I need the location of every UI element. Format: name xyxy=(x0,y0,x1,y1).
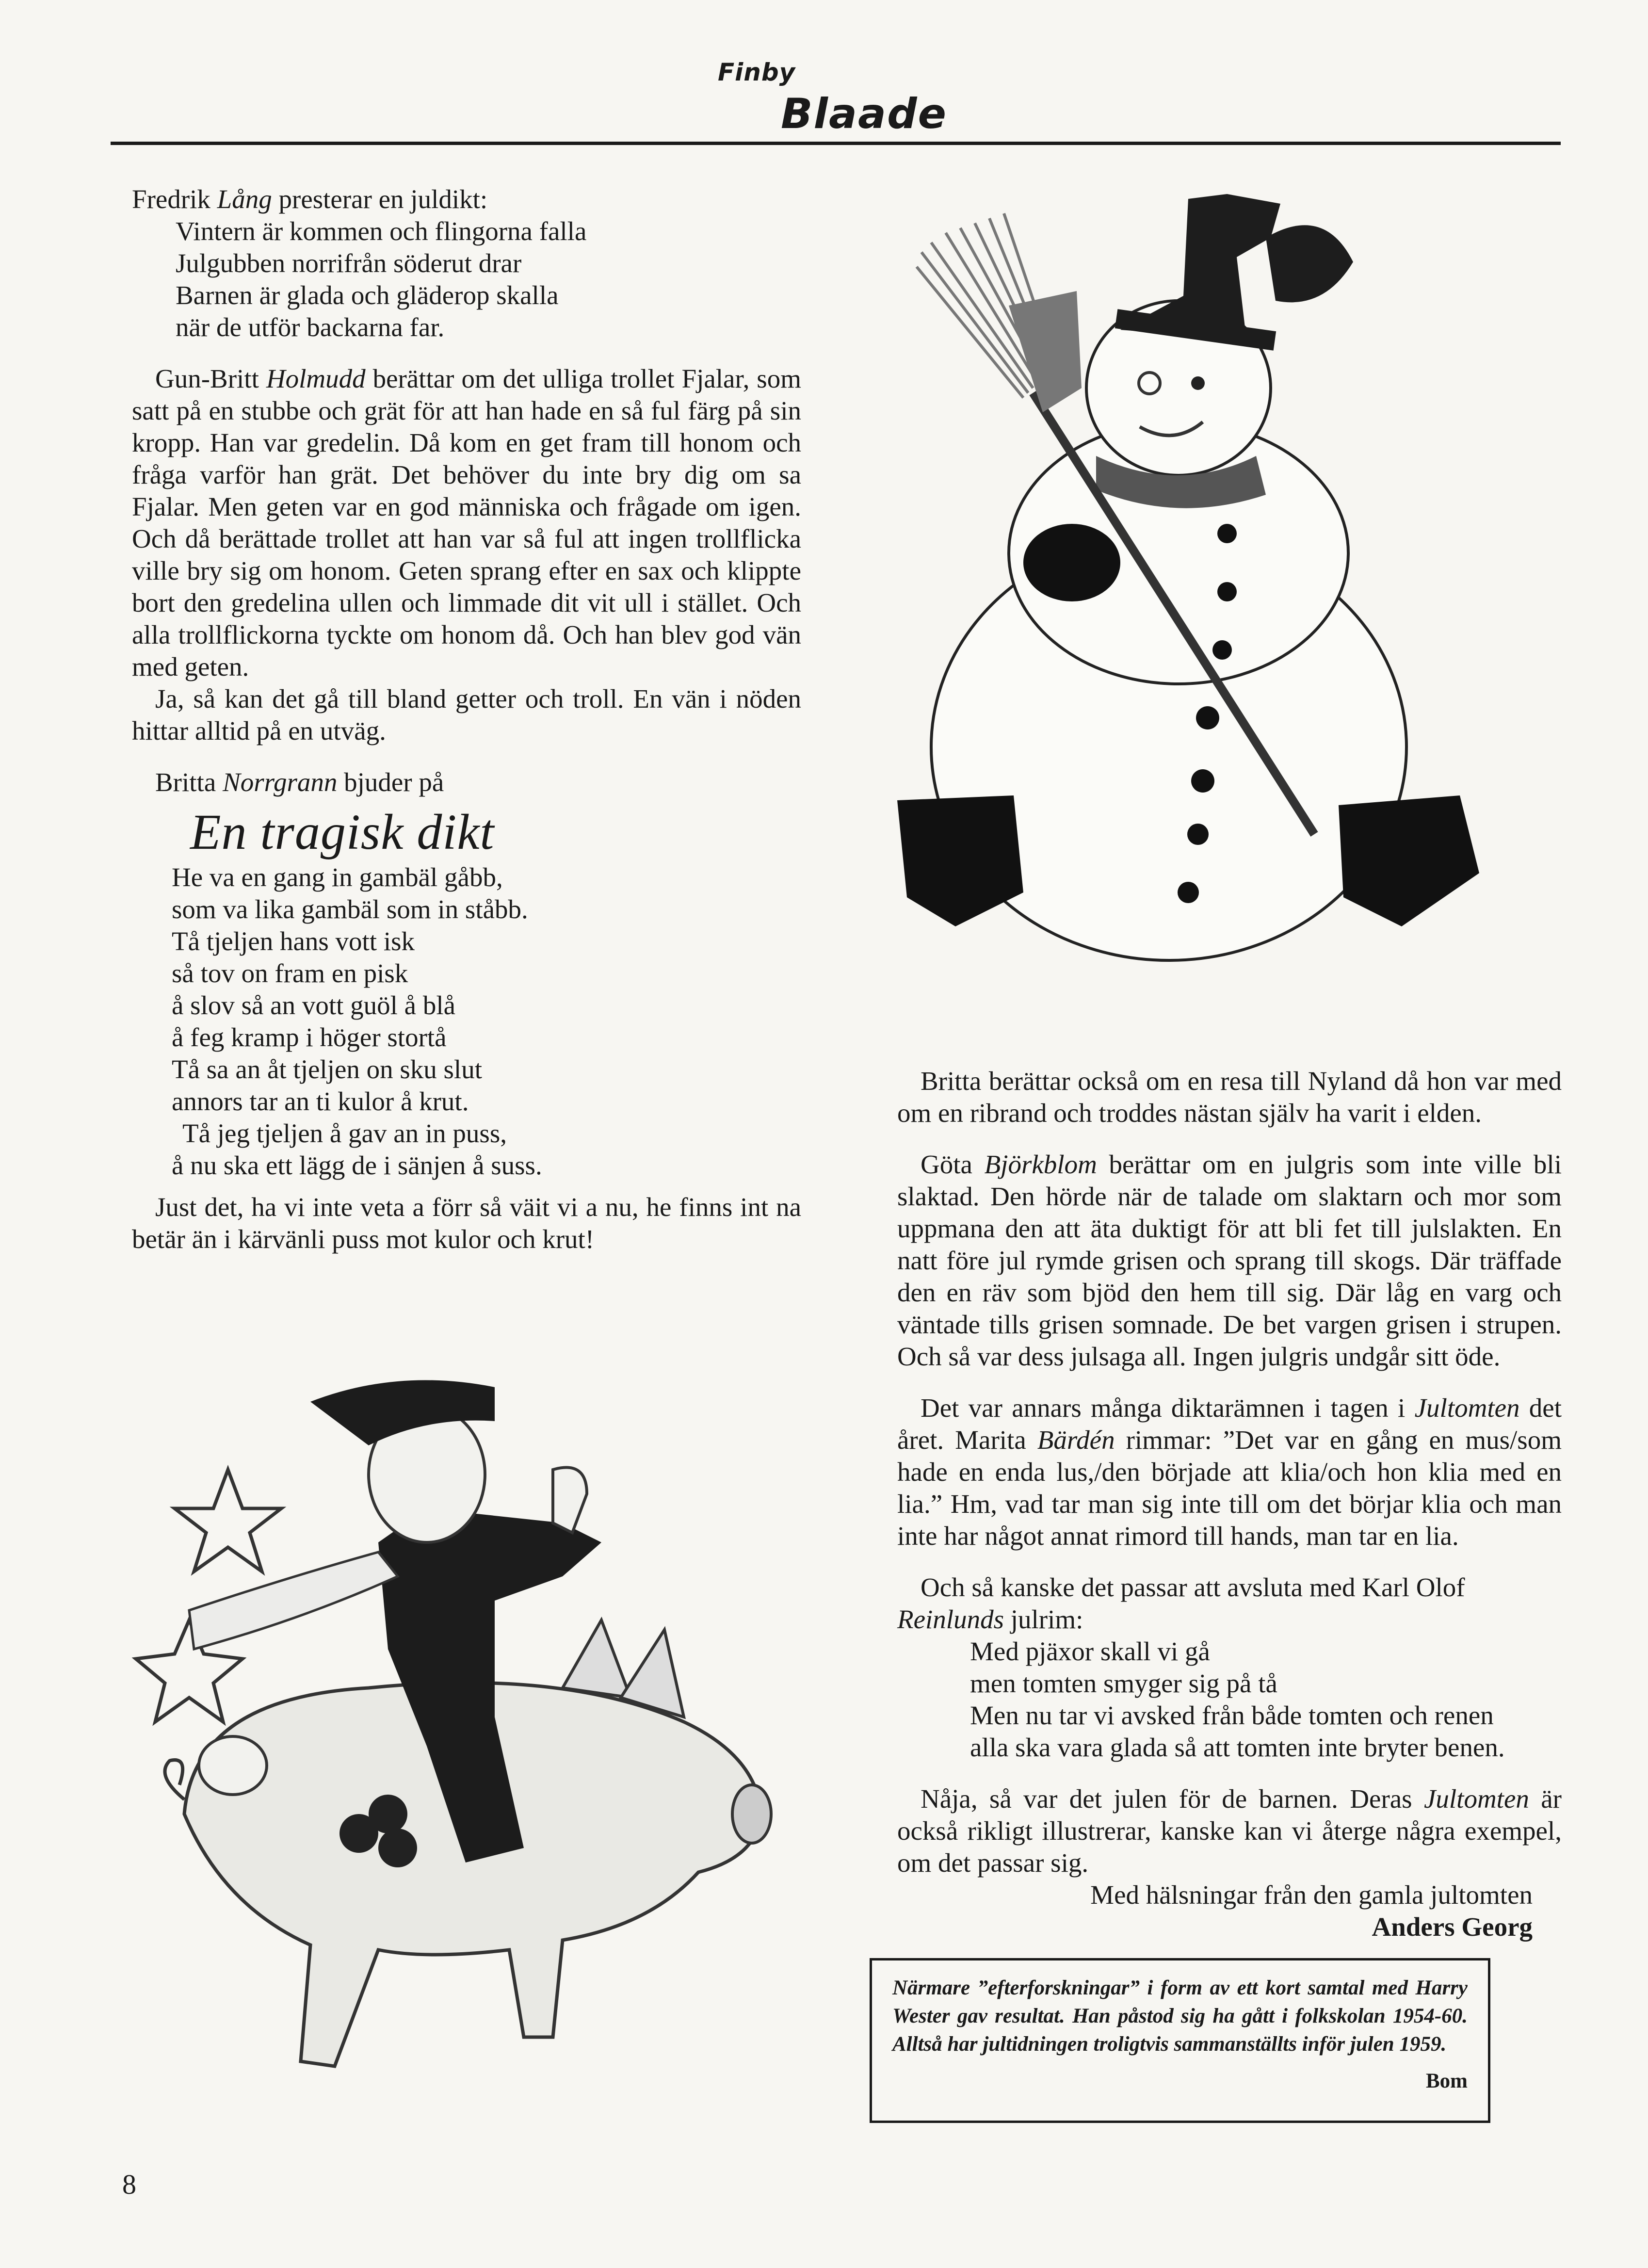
masthead-line1: Finby xyxy=(718,58,796,86)
verse-line: men tomten smyger sig på tå xyxy=(970,1669,1277,1698)
poem1-verse xyxy=(132,215,801,343)
right-paragraph-1: Britta berättar också om en resa till Nyland då hon var med om en ribrand och troddes nästan själv ha varit i elden. xyxy=(897,1066,1562,1128)
verse-line: å feg kramp i höger stortå xyxy=(172,1022,447,1052)
verse-line: He va en gang in gambäl gåbb, xyxy=(172,862,503,892)
poem2-comment: Just det, ha vi inte veta a förr så väit vi a nu, he finns int na betär än i kärvänli puss mot kulor och krut! xyxy=(132,1192,801,1254)
verse-line: när de utför backarna far. xyxy=(176,312,445,342)
right-paragraph-4: Och så kanske det passar att avsluta med Karl Olof Reinlunds julrim: xyxy=(897,1572,1465,1634)
verse-line: som va lika gambäl som in ståbb. xyxy=(172,894,528,924)
verse-line: Barnen är glada och gläderop skalla xyxy=(176,280,559,310)
verse-line: Tå jeg tjeljen å gav an in puss, xyxy=(182,1118,507,1148)
verse-line: Tå sa an åt tjeljen on sku slut xyxy=(172,1054,482,1084)
verse-line: Julgubben norrifrån söderut drar xyxy=(176,248,522,278)
page-number: 8 xyxy=(122,2169,136,2200)
verse-line: så tov on fram en pisk xyxy=(172,958,408,988)
poem2-title: En tragisk dikt xyxy=(190,804,495,860)
snowman-illustration xyxy=(888,184,1494,970)
greeting: Med hälsningar från den gamla jultomten xyxy=(1090,1880,1533,1910)
verse-line: Tå tjeljen hans vott isk xyxy=(172,926,415,956)
verse-line: annors tar an ti kulor å krut. xyxy=(172,1086,469,1116)
masthead xyxy=(0,0,1648,146)
verse-line: alla ska vara glada så att tomten inte bryter benen. xyxy=(970,1733,1505,1762)
left-column xyxy=(132,183,801,1255)
poem1-intro: Fredrik Lång presterar en juldikt: xyxy=(132,184,488,214)
verse-line: Med pjäxor skall vi gå xyxy=(970,1636,1210,1666)
note-signature: Bom xyxy=(1426,2070,1468,2092)
rhyme-verse xyxy=(897,1636,1562,1764)
right-column xyxy=(897,1065,1562,1943)
verse-line: Vintern är kommen och flingorna falla xyxy=(176,216,587,246)
right-paragraph-5: Nåja, så var det julen för de barnen. Deras Jultomten är också rikligt illustrerar, kanske kan vi återge några exempel, om det passar sig. xyxy=(897,1784,1562,1878)
verse-line: å nu ska ett lägg de i sänjen å suss. xyxy=(172,1150,542,1180)
note-text: Närmare ”efterforskningar” i form av ett kort samtal med Harry Wester gav resultat. Han påstod sig ha gått i folkskolan 1954-60. Alltså har jultidningen troligtvis sammanställts inför julen 1959. xyxy=(892,1976,1468,2056)
poem2-intro: Britta Norrgrann bjuder på xyxy=(155,767,444,797)
verse-line: å slov så an vott guöl å blå xyxy=(172,990,456,1020)
poem2-verse xyxy=(132,861,801,1182)
right-paragraph-3: Det var annars många diktarämnen i tagen i Jultomten det året. Marita Bärdén rimmar: ”Det var en gång en mus/som hade en enda lus,/den började att klia/och hon klia med en lia.” Hm, vad tar man sig inte till om det börjar klia och man inte har något annat rimord till hands, man tar en lia. xyxy=(897,1393,1562,1551)
story1-paragraph: Gun-Britt Holmudd berättar om det ulliga trollet Fjalar, som satt på en stubbe och grät för att han hade en så ful färg på sin kropp. Han var gredelin. Då kom en get fram till honom och fråga varför han grät. Det behöver du inte bry dig om sa Fjalar. Men geten var en god människa och frågade om igen. Och då berättade trollet att han var så ful att ingen trollflicka ville bry sig om honom. Geten sprang efter en sax och klippte bort den gredelina ullen och limmade dit vit ull i stället. Och alla trollflickorna tyckte om honom då. Och han blev god vän med geten. xyxy=(132,364,801,681)
story1-moral: Ja, så kan det gå till bland getter och troll. En vän i nöden hittar alltid på en utväg. xyxy=(132,684,801,745)
author-name: Anders Georg xyxy=(1372,1912,1533,1942)
note-box xyxy=(870,1958,1490,2123)
masthead-title: Blaade xyxy=(781,90,947,138)
right-paragraph-2: Göta Björkblom berättar om en julgris som inte ville bli slaktad. Den hörde när de talade om slaktarn och mor som uppmana den att äta duktigt för att bli fet till julslakten. En natt före jul rymde grisen och sprang till skogs. Där träffade den en räv som bjöd den hem till sig. Där låg en varg och väntade tills grisen somnade. De bet vargen grisen i strupen. Och så var dess julsaga all. Ingen julgris undgår sitt öde. xyxy=(897,1150,1562,1371)
tomte-pig-illustration xyxy=(126,1348,834,2144)
verse-line: Men nu tar vi avsked från både tomten och renen xyxy=(970,1701,1494,1730)
header-rule xyxy=(111,142,1561,145)
